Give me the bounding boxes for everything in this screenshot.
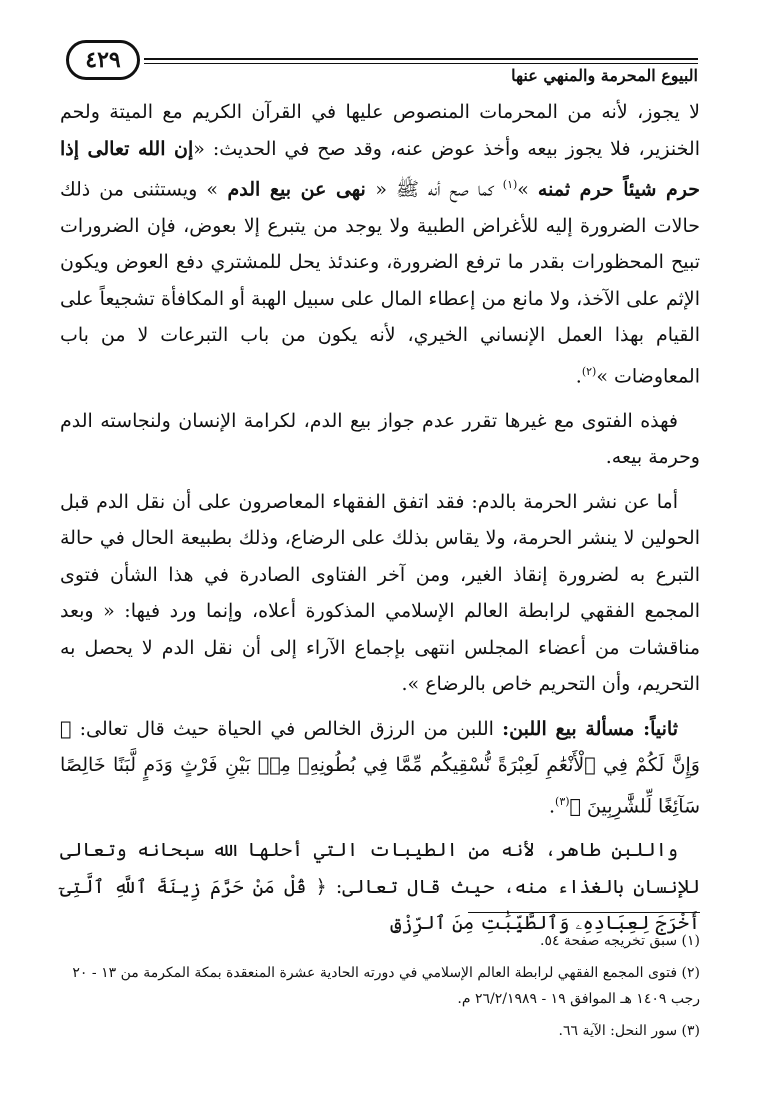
footnotes xyxy=(60,928,700,1050)
footnote-2: (٢) فتوى المجمع الفقهي لرابطة العالم الإسلامي في دورته الحادية عشرة المنعقدة بمكة المكرمة من ١٣ - ٢٠ رجب ١٤٠٩ هـ الموافق ١٩ - ٢٦/٢/١٩٨٩ م. xyxy=(72,965,700,1007)
quran-verse: قُلْ مَنْ حَرَّمَ زِينَةَ ٱللَّهِ ٱلَّتِىٓ أَخْرَجَ لِعِبَادِهِۦ وَٱلطَّيِّبَٰتِ مِنَ ٱلرِّزْقِ xyxy=(60,875,700,935)
paragraph-3: أما عن نشر الحرمة بالدم: فقد اتفق الفقهاء المعاصرون على أن نقل الدم قبل الحولين لا ينشر الحرمة، ولا يقاس بذلك على الرضاع، وذلك بطبيعة الحال في حالة التبرع به لضرورة إنقاذ الغير، ومن آخر الفتاوى الصادرة في هذا الشأن فتوى المجمع الفقهي لرابطة العالم الإسلامي المذكورة أعلاه، وإنما ورد فيها: « وبعد مناقشات من أعضاء المجلس انتهى بإجماع الآراء إلى أن نقل الدم لا يحصل به التحريم، وأن التحريم خاص بالرضاع ». xyxy=(60,490,700,696)
footnote-ref-3: (٣) xyxy=(555,794,570,808)
hadith-quote: إن الله تعالى إذا حرم شيئاً حرم ثمنه xyxy=(60,137,700,201)
footnote-separator xyxy=(468,912,700,913)
text-span: » ويستثنى من ذلك حالات الضرورة إليه للأغراض الطبية ولا يوجد من يتبرع إلا بعوض، فإن الضرورات تبيح المحظورات بقدر ما ترفع الضرورة، وعندئذ يحل للمشتري دفع العوض ويكون الإثم على الآخذ، ولا مانع من إعطاء المال على سبيل الهبة أو المكافأة تشجيعاً على القيام بهذا العمل الإنساني الخيري، لأنه يكون من باب التبرعات لا من باب المعاوضات » xyxy=(60,178,700,388)
text-span: اللبن من الرزق الخالص في الحياة حيث قال تعالى: ﴿ xyxy=(60,717,503,740)
page-header xyxy=(66,40,698,84)
paragraph-2: فهذه الفتوى مع غيرها تقرر عدم جواز بيع الدم، لكرامة الإنسان ولنجاسته الدم وحرمة بيعه. xyxy=(60,409,700,469)
page-number: ٤٢٩ xyxy=(66,40,140,80)
header-rule-thin xyxy=(144,63,698,64)
footnote-ref-1: (١) xyxy=(502,178,518,191)
footnote-1: (١) سبق تخريجه صفحة ٥٤. xyxy=(539,933,700,949)
running-title: البيوع المحرمة والمنهي عنها xyxy=(511,66,698,85)
text-span: . xyxy=(575,365,582,388)
paragraph-1 xyxy=(60,94,700,395)
paragraph-5 xyxy=(60,832,700,942)
paragraph-4 xyxy=(60,711,700,825)
quran-verse: وَإِنَّ لَكُمْ فِي ٱلْأَنْعَٰمِ لَعِبْرَةً نُّسْقِيكُم مِّمَّا فِي بُطُونِهِۦ مِنۢ بَيْنِ فَرْثٍ وَدَمٍ لَّبَنًا خَالِصًا سَآئِغًا لِّلشَّٰرِبِينَ xyxy=(60,754,700,817)
hadith-quote: نهى عن بيع الدم xyxy=(217,178,376,201)
text-span: لا يجوز، لأنه من المحرمات المنصوص عليها في القرآن الكريم مع الميتة ولحم الخنزير، فلا يجوز بيعه وأخذ عوض عنه، وقد صح في الحديث: « xyxy=(60,101,701,160)
text-span: كما صح أنه ﷺ « xyxy=(375,178,503,201)
main-text xyxy=(60,94,700,950)
footnote-3: (٣) سور النحل: الآية ٦٦. xyxy=(558,1023,700,1039)
header-rule xyxy=(144,58,698,60)
text-span: . xyxy=(548,794,556,817)
text-span: واللبن طاهر، لأنه من الطيبات التي أحلها الله سبحانه وتعالى للإنسان بالغذاء منه، حيث قال تعالى: ﴿ xyxy=(60,839,700,898)
text-span: » xyxy=(517,178,538,201)
section-label: ثانياً: مسألة بيع اللبن: xyxy=(502,717,679,740)
footnote-ref-2: (٢) xyxy=(581,364,597,378)
text-span: ﴾ xyxy=(569,794,587,817)
